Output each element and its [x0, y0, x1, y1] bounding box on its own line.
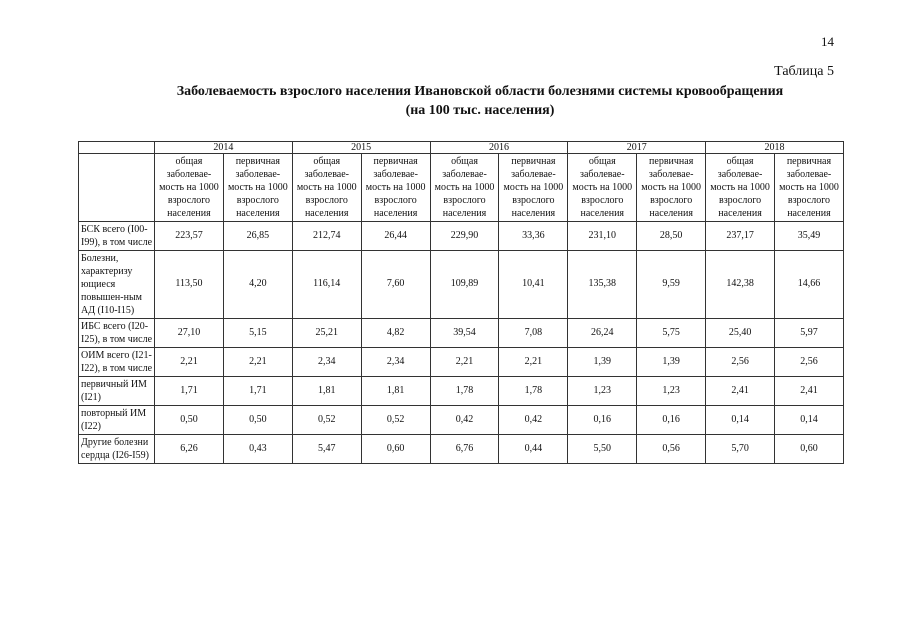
table-cell: 0,42 [499, 406, 568, 435]
row-label: Болезни, характеризу ющиеся повышен-ным АД (I10-I15) [79, 251, 155, 319]
table-cell: 5,50 [568, 435, 637, 464]
table-cell: 116,14 [292, 251, 361, 319]
table-cell: 1,81 [292, 377, 361, 406]
table-cell: 7,08 [499, 319, 568, 348]
table-cell: 5,70 [706, 435, 775, 464]
table-cell: 1,71 [223, 377, 292, 406]
year-header: 2018 [706, 142, 844, 154]
table-cell: 0,50 [223, 406, 292, 435]
table-cell: 1,81 [361, 377, 430, 406]
column-header: первичная заболевае-мость на 1000 взрослого населения [637, 154, 706, 222]
column-header: первичная заболевае-мость на 1000 взрослого населения [775, 154, 844, 222]
table-cell: 0,44 [499, 435, 568, 464]
table-cell: 142,38 [706, 251, 775, 319]
table-cell: 9,59 [637, 251, 706, 319]
row-label: Другие болезни сердца (I26-I59) [79, 435, 155, 464]
table-cell: 135,38 [568, 251, 637, 319]
table-cell: 2,21 [155, 348, 224, 377]
table-cell: 231,10 [568, 222, 637, 251]
table-cell: 4,82 [361, 319, 430, 348]
table-cell: 229,90 [430, 222, 499, 251]
column-header: общая заболевае-мость на 1000 взрослого населения [292, 154, 361, 222]
table-cell: 2,21 [430, 348, 499, 377]
year-header: 2017 [568, 142, 706, 154]
year-header-row [79, 142, 844, 154]
table-row [79, 377, 844, 406]
table-cell: 0,16 [637, 406, 706, 435]
table-cell: 1,78 [499, 377, 568, 406]
table-cell: 6,76 [430, 435, 499, 464]
table-cell: 0,14 [775, 406, 844, 435]
table-cell: 1,39 [637, 348, 706, 377]
table-cell: 0,50 [155, 406, 224, 435]
row-label: ОИМ всего (I21-I22), в том числе [79, 348, 155, 377]
row-label: ИБС всего (I20-I25), в том числе [79, 319, 155, 348]
column-header: первичная заболевае-мость на 1000 взрослого населения [361, 154, 430, 222]
table-cell: 0,60 [775, 435, 844, 464]
year-header: 2015 [292, 142, 430, 154]
table-cell: 5,97 [775, 319, 844, 348]
table-cell: 109,89 [430, 251, 499, 319]
title-line-2: (на 100 тыс. населения) [405, 103, 555, 118]
year-header: 2016 [430, 142, 568, 154]
table-cell: 2,41 [706, 377, 775, 406]
table-cell: 0,16 [568, 406, 637, 435]
year-header: 2014 [155, 142, 293, 154]
table-cell: 0,56 [637, 435, 706, 464]
table-cell: 2,41 [775, 377, 844, 406]
table-cell: 25,21 [292, 319, 361, 348]
table-cell: 7,60 [361, 251, 430, 319]
table-cell: 2,56 [706, 348, 775, 377]
table-cell: 0,52 [361, 406, 430, 435]
table-cell: 26,44 [361, 222, 430, 251]
column-header: общая заболевае-мость на 1000 взрослого населения [430, 154, 499, 222]
table-cell: 5,15 [223, 319, 292, 348]
table-cell: 2,34 [361, 348, 430, 377]
table-cell: 10,41 [499, 251, 568, 319]
table-cell: 5,75 [637, 319, 706, 348]
table-cell: 1,23 [637, 377, 706, 406]
table-cell: 2,21 [499, 348, 568, 377]
row-label: БСК всего (I00-I99), в том числе [79, 222, 155, 251]
table-cell: 1,23 [568, 377, 637, 406]
table-cell: 237,17 [706, 222, 775, 251]
row-label-header [79, 154, 155, 222]
table-cell: 4,20 [223, 251, 292, 319]
table-cell: 25,40 [706, 319, 775, 348]
table-cell: 0,42 [430, 406, 499, 435]
morbidity-table [78, 141, 844, 464]
table-label: Таблица 5 [774, 64, 834, 79]
table-cell: 0,52 [292, 406, 361, 435]
table-cell: 2,56 [775, 348, 844, 377]
table-cell: 6,26 [155, 435, 224, 464]
table-row [79, 348, 844, 377]
table-cell: 26,85 [223, 222, 292, 251]
table-cell: 28,50 [637, 222, 706, 251]
table-row [79, 319, 844, 348]
table-cell: 39,54 [430, 319, 499, 348]
table-cell: 1,39 [568, 348, 637, 377]
table-cell: 5,47 [292, 435, 361, 464]
row-label: повторный ИМ (I22) [79, 406, 155, 435]
column-header: первичная заболевае-мость на 1000 взрослого населения [223, 154, 292, 222]
corner-cell [79, 142, 155, 154]
column-header: общая заболевае-мость на 1000 взрослого населения [706, 154, 775, 222]
table-cell: 1,78 [430, 377, 499, 406]
title-line-1: Заболеваемость взрослого населения Ивановской области болезнями системы кровообращения [176, 84, 784, 99]
table-body [79, 222, 844, 464]
table-cell: 212,74 [292, 222, 361, 251]
table-cell: 26,24 [568, 319, 637, 348]
table-cell: 2,21 [223, 348, 292, 377]
table-row [79, 406, 844, 435]
table-cell: 2,34 [292, 348, 361, 377]
table-row [79, 222, 844, 251]
table-row [79, 435, 844, 464]
table-row [79, 251, 844, 319]
table-title [80, 82, 880, 120]
table-cell: 0,14 [706, 406, 775, 435]
row-label: первичный ИМ (I21) [79, 377, 155, 406]
column-header: общая заболевае-мость на 1000 взрослого населения [155, 154, 224, 222]
table-cell: 113,50 [155, 251, 224, 319]
column-header: первичная заболевае-мость на 1000 взрослого населения [499, 154, 568, 222]
table-cell: 1,71 [155, 377, 224, 406]
table-cell: 14,66 [775, 251, 844, 319]
table-cell: 0,43 [223, 435, 292, 464]
table-cell: 35,49 [775, 222, 844, 251]
table-cell: 33,36 [499, 222, 568, 251]
table-cell: 27,10 [155, 319, 224, 348]
subheader-row [79, 154, 844, 222]
column-header: общая заболевае-мость на 1000 взрослого населения [568, 154, 637, 222]
page-number: 14 [821, 34, 834, 49]
table-cell: 223,57 [155, 222, 224, 251]
table-cell: 0,60 [361, 435, 430, 464]
